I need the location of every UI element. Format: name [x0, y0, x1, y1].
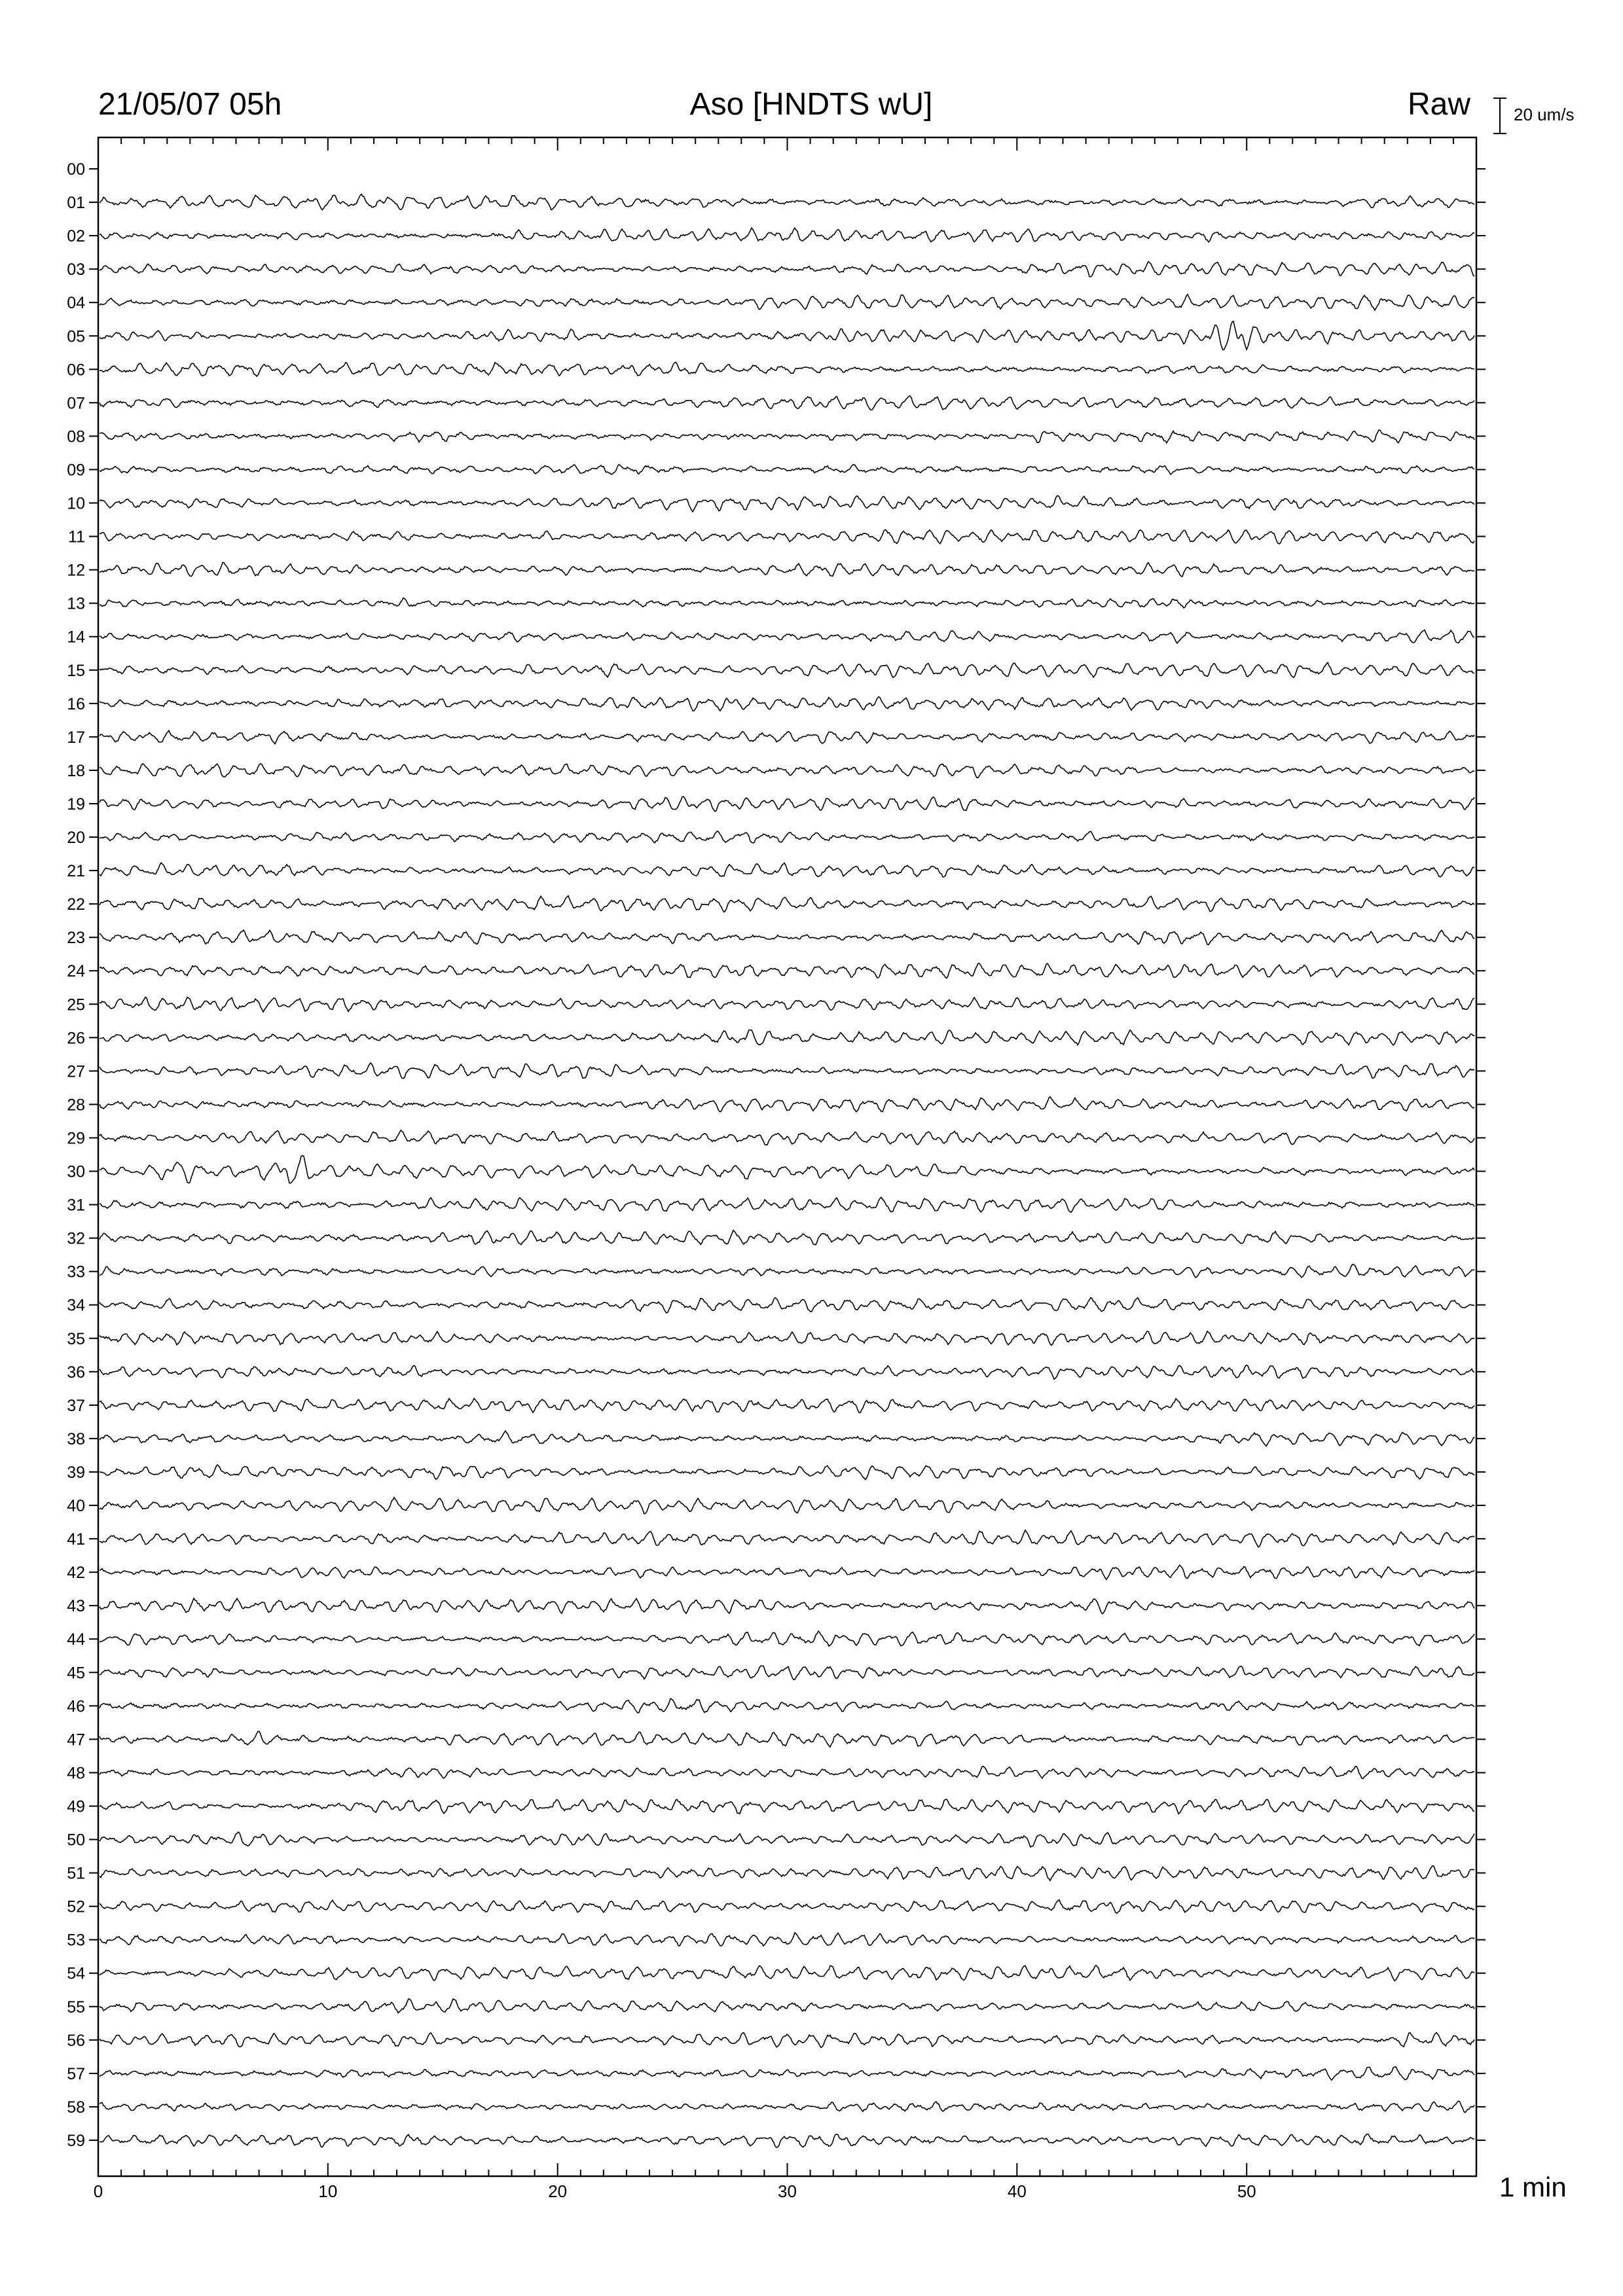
mode-label: Raw: [1407, 87, 1470, 122]
row-label-48: 48: [67, 1764, 85, 1783]
row-label-26: 26: [67, 1029, 85, 1048]
axis-labels: [67, 160, 1256, 2201]
row-label-09: 09: [67, 461, 85, 480]
trace-row-27: [100, 1063, 1474, 1079]
row-label-07: 07: [67, 394, 85, 413]
row-label-55: 55: [67, 1998, 85, 2017]
row-label-43: 43: [67, 1597, 85, 1616]
trace-row-09: [100, 465, 1474, 475]
trace-row-56: [100, 2033, 1474, 2048]
trace-row-21: [100, 863, 1474, 877]
x-tick-label-0: 0: [93, 2181, 103, 2201]
trace-row-13: [100, 598, 1474, 608]
trace-row-15: [100, 662, 1474, 677]
row-label-32: 32: [67, 1229, 85, 1248]
axis-ticks: [89, 137, 1486, 2176]
row-label-59: 59: [67, 2132, 85, 2150]
row-label-33: 33: [67, 1263, 85, 1282]
row-label-08: 08: [67, 427, 85, 446]
row-label-38: 38: [67, 1429, 85, 1448]
trace-row-39: [100, 1465, 1474, 1480]
trace-row-57: [100, 2067, 1474, 2080]
row-label-04: 04: [67, 294, 85, 313]
trace-row-40: [100, 1498, 1474, 1514]
trace-row-45: [100, 1666, 1474, 1679]
trace-row-43: [100, 1598, 1474, 1614]
row-label-00: 00: [67, 160, 85, 179]
trace-row-10: [100, 495, 1474, 512]
trace-row-34: [100, 1298, 1474, 1313]
row-label-53: 53: [67, 1931, 85, 1950]
row-label-36: 36: [67, 1363, 85, 1382]
trace-row-33: [100, 1265, 1474, 1278]
row-label-40: 40: [67, 1497, 85, 1516]
row-label-19: 19: [67, 795, 85, 814]
row-label-44: 44: [67, 1630, 85, 1649]
trace-row-55: [100, 1999, 1474, 2013]
row-label-54: 54: [67, 1964, 85, 1983]
x-tick-label-10: 10: [318, 2181, 338, 2201]
trace-row-41: [100, 1530, 1474, 1547]
trace-row-03: [100, 262, 1474, 277]
row-label-01: 01: [67, 194, 85, 213]
row-label-17: 17: [67, 728, 85, 747]
trace-row-46: [100, 1698, 1474, 1713]
row-label-30: 30: [67, 1162, 85, 1181]
trace-row-58: [100, 2101, 1474, 2113]
trace-row-38: [100, 1431, 1474, 1446]
row-label-39: 39: [67, 1463, 85, 1482]
trace-row-50: [100, 1832, 1474, 1847]
trace-row-01: [100, 194, 1474, 210]
row-label-34: 34: [67, 1296, 85, 1315]
row-label-12: 12: [67, 561, 85, 580]
trace-row-12: [100, 563, 1474, 577]
row-label-35: 35: [67, 1329, 85, 1348]
trace-row-04: [100, 295, 1474, 310]
row-label-49: 49: [67, 1797, 85, 1816]
trace-row-16: [100, 697, 1474, 711]
row-label-47: 47: [67, 1731, 85, 1749]
row-label-15: 15: [67, 661, 85, 680]
trace-row-20: [100, 831, 1474, 843]
trace-row-24: [100, 963, 1474, 978]
row-label-41: 41: [67, 1530, 85, 1549]
row-label-51: 51: [67, 1864, 85, 1883]
x-tick-label-30: 30: [778, 2181, 797, 2201]
row-label-50: 50: [67, 1831, 85, 1850]
row-label-16: 16: [67, 694, 85, 713]
trace-row-29: [100, 1130, 1474, 1145]
row-label-18: 18: [67, 761, 85, 780]
trace-row-53: [100, 1933, 1474, 1946]
row-label-27: 27: [67, 1062, 85, 1081]
row-label-05: 05: [67, 327, 85, 346]
row-label-13: 13: [67, 594, 85, 613]
row-label-20: 20: [67, 829, 85, 848]
row-label-10: 10: [67, 494, 85, 513]
trace-row-17: [100, 730, 1474, 744]
trace-row-19: [100, 797, 1474, 812]
row-label-22: 22: [67, 895, 85, 914]
row-label-42: 42: [67, 1564, 85, 1583]
row-label-37: 37: [67, 1396, 85, 1415]
trace-row-05: [100, 321, 1474, 350]
row-label-02: 02: [67, 227, 85, 246]
trace-row-51: [100, 1866, 1474, 1881]
trace-row-11: [100, 529, 1474, 544]
row-label-11: 11: [68, 528, 85, 547]
row-label-03: 03: [67, 260, 85, 279]
trace-row-06: [100, 362, 1474, 376]
row-label-58: 58: [67, 2098, 85, 2117]
row-label-56: 56: [67, 2031, 85, 2050]
trace-row-32: [100, 1230, 1474, 1245]
trace-row-23: [100, 930, 1474, 944]
trace-row-28: [100, 1097, 1474, 1112]
trace-row-48: [100, 1767, 1474, 1779]
row-label-46: 46: [67, 1697, 85, 1716]
row-label-52: 52: [67, 1897, 85, 1916]
amplitude-scale-label: 20 um/s: [1514, 105, 1575, 124]
row-label-57: 57: [67, 2064, 85, 2083]
row-label-23: 23: [67, 929, 85, 948]
row-label-14: 14: [67, 628, 85, 647]
trace-row-47: [100, 1731, 1474, 1747]
trace-row-42: [100, 1565, 1474, 1579]
x-tick-label-40: 40: [1007, 2181, 1027, 2201]
x-axis-unit-label: 1 min: [1499, 2172, 1567, 2202]
station-title: Aso [HNDTS wU]: [689, 87, 933, 122]
trace-row-25: [100, 997, 1474, 1013]
row-label-29: 29: [67, 1129, 85, 1148]
trace-rows: [100, 194, 1474, 2147]
trace-row-31: [100, 1197, 1474, 1212]
trace-row-02: [100, 228, 1474, 242]
row-label-06: 06: [67, 361, 85, 380]
trace-row-54: [100, 1965, 1474, 1981]
trace-row-44: [100, 1631, 1474, 1646]
row-label-25: 25: [67, 996, 85, 1014]
trace-row-22: [100, 896, 1474, 912]
trace-row-08: [100, 430, 1474, 443]
x-tick-label-50: 50: [1237, 2181, 1256, 2201]
trace-row-37: [100, 1399, 1474, 1413]
trace-row-49: [100, 1799, 1474, 1814]
trace-row-07: [100, 396, 1474, 410]
row-label-31: 31: [67, 1196, 85, 1215]
trace-row-52: [100, 1900, 1474, 1914]
row-label-45: 45: [67, 1664, 85, 1683]
row-label-28: 28: [67, 1096, 85, 1115]
row-label-21: 21: [67, 862, 85, 881]
x-tick-label-20: 20: [548, 2181, 568, 2201]
trace-row-35: [100, 1331, 1474, 1345]
trace-row-14: [100, 630, 1474, 643]
row-label-24: 24: [67, 962, 85, 981]
trace-row-26: [100, 1030, 1474, 1045]
trace-row-59: [100, 2134, 1474, 2148]
date-hour-label: 21/05/07 05h: [98, 87, 282, 122]
trace-row-30: [100, 1156, 1474, 1183]
trace-row-36: [100, 1365, 1474, 1380]
trace-row-18: [100, 764, 1474, 778]
